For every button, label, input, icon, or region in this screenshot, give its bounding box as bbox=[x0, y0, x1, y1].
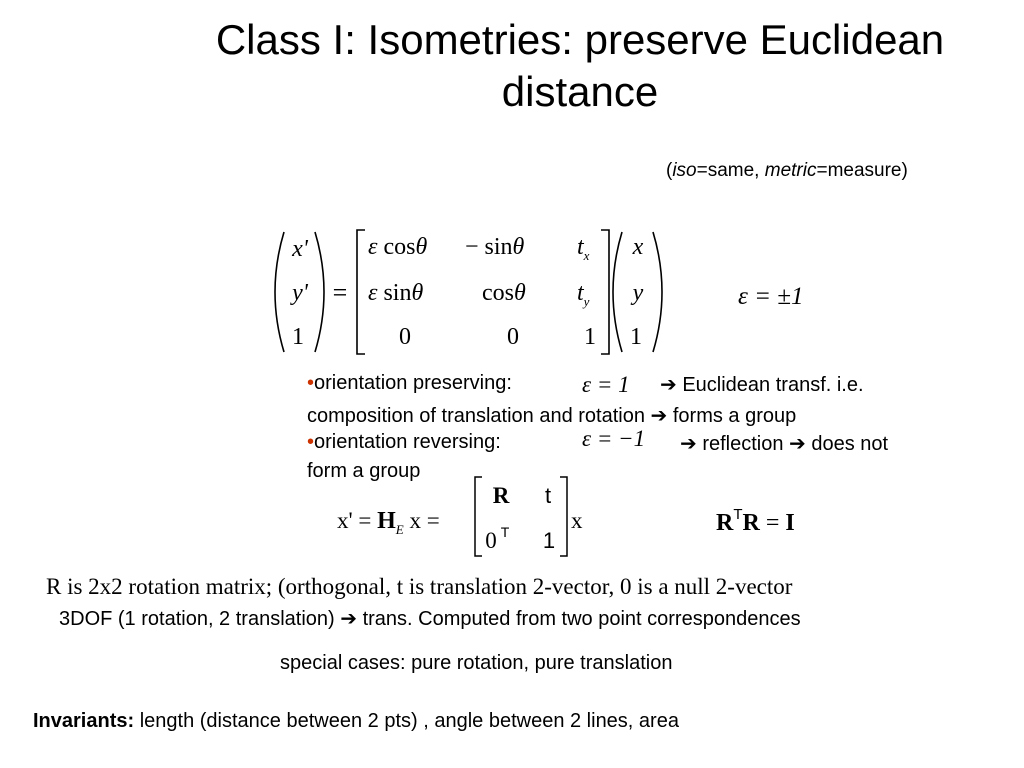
m31: 0 bbox=[399, 324, 411, 350]
invariants-text: length (distance between 2 pts) , angle between 2 lines, area bbox=[134, 710, 679, 732]
rotation-note: R is 2x2 rotation matrix; (orthogonal, t is translation 2-vector, 0 is a null 2-vector bbox=[46, 574, 793, 599]
right-arrow-icon: ➔ bbox=[789, 433, 806, 455]
etymology-iso-def: =same, bbox=[696, 160, 765, 181]
m12: − sinθ bbox=[465, 234, 525, 260]
bullet-dot-icon: • bbox=[307, 372, 315, 394]
orthogonality-eq: $R^TR = I$ bbox=[716, 506, 795, 536]
right-arrow-icon: ➔ bbox=[650, 405, 668, 427]
block-one: 1 bbox=[542, 528, 556, 553]
block-left-bracket bbox=[475, 477, 482, 556]
b2-equation: ε = −1 bbox=[582, 426, 646, 451]
block-after-x: x bbox=[571, 508, 583, 533]
b2-rest1: reflection bbox=[702, 433, 784, 455]
b1-label: orientation preserving: bbox=[314, 372, 512, 394]
m21: ε sinθ bbox=[368, 280, 424, 306]
m33: 1 bbox=[584, 324, 596, 350]
special-cases: special cases: pure rotation, pure translation bbox=[280, 652, 673, 674]
block-right-bracket bbox=[560, 477, 567, 556]
etymology-iso: iso bbox=[672, 160, 697, 181]
dof-a: 3DOF (1 rotation, 2 translation) bbox=[59, 608, 335, 630]
m22: cosθ bbox=[482, 280, 526, 306]
rhs-x: x bbox=[632, 234, 644, 260]
invariants-label: Invariants: bbox=[33, 710, 135, 732]
etymology-open: ( bbox=[666, 160, 673, 181]
lhs-x: x' bbox=[292, 236, 308, 262]
m23: $t_y$ bbox=[577, 280, 590, 309]
b2-line2: form a group bbox=[307, 460, 421, 482]
right-arrow-icon: ➔ bbox=[680, 433, 697, 455]
m11: ε cosθ bbox=[368, 234, 428, 260]
block-zero: 0 bbox=[485, 528, 497, 553]
equals-sign: = bbox=[332, 278, 348, 307]
rhs-y: y bbox=[632, 280, 644, 306]
b2-label: orientation reversing: bbox=[314, 431, 501, 453]
rhs-one: 1 bbox=[630, 324, 642, 350]
right-arrow-icon: ➔ bbox=[340, 608, 358, 630]
title-line-1: Class I: Isometries: preserve Euclidean bbox=[215, 16, 945, 63]
etymology-metric: metric bbox=[764, 160, 817, 181]
b1-equation: ε = 1 bbox=[582, 372, 630, 397]
dof-b: trans. Computed from two point correspondences bbox=[362, 608, 801, 630]
title-line-2: distance bbox=[501, 68, 659, 115]
right-arrow-icon: ➔ bbox=[660, 374, 677, 396]
b2-rest2: does not bbox=[811, 433, 889, 455]
m13: $t_x$ bbox=[577, 234, 590, 263]
b1-rest-text: Euclidean transf. i.e. bbox=[682, 374, 864, 396]
block-R: R bbox=[492, 483, 510, 508]
block-t: t bbox=[544, 483, 552, 508]
lhs-one: 1 bbox=[292, 324, 304, 350]
m32: 0 bbox=[507, 324, 519, 350]
dof-line bbox=[59, 606, 801, 631]
invariants-line bbox=[33, 710, 679, 733]
etymology-metric-def: =measure) bbox=[816, 160, 908, 181]
lhs-y: y' bbox=[292, 280, 308, 306]
bullet-dot-icon: • bbox=[307, 431, 315, 453]
block-lhs: $x' = H_E$ x = bbox=[337, 508, 440, 537]
b1-line2-text: composition of translation and rotation bbox=[307, 405, 645, 427]
block-zero-T: T bbox=[500, 524, 510, 540]
epsilon-note: ε = ±1 bbox=[738, 283, 804, 310]
b1-line2-rest: forms a group bbox=[672, 405, 797, 427]
